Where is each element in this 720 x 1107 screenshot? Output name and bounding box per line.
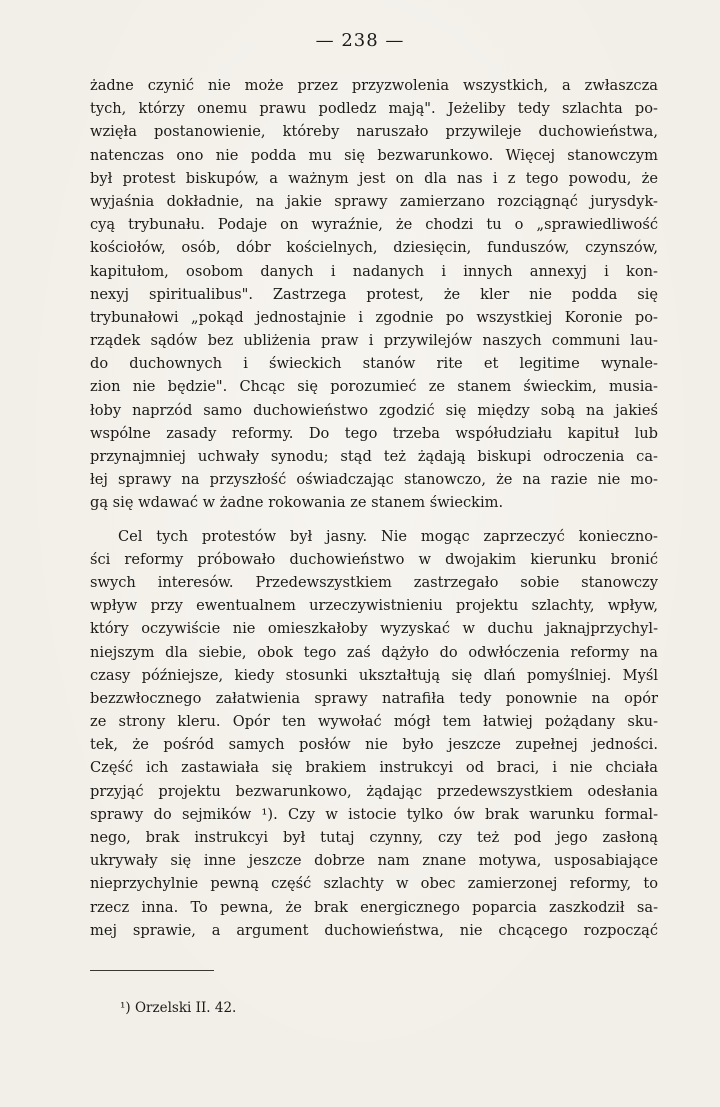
footnote-divider [90, 970, 214, 971]
text-line: gą się wdawać w żadne rokowania ze stanem świeckim. [90, 494, 504, 512]
text-line: łej sprawy na przyszłość oświadczając stanowczo, że na razie nie mo- [90, 471, 658, 489]
paragraph-1 [90, 74, 658, 515]
text-line: Część ich zastawiała się brakiem instrukcyi od braci, i nie chciała [90, 759, 658, 777]
page-number: — 238 — [315, 30, 405, 51]
text-line: trybunałowi „pokąd jednostajnie i zgodnie po wszystkiej Koronie po- [90, 308, 658, 326]
text-line: swych interesów. Przedewszystkiem zastrzegało sobie stanowczy [90, 573, 658, 591]
text-line: nego, brak instrukcyi był tutaj czynny, czy też pod jego zasłoną [90, 829, 658, 846]
text-line: niejszym dla siebie, obok tego zaś dążyło do odwłóczenia reformy na [90, 643, 658, 661]
text-line: przyjąć projektu bezwarunkowo, żądając przedewszystkiem odesłania [90, 782, 658, 800]
text-line: wspólne zasady reformy. Do tego trzeba współudziału kapituł lub [90, 424, 658, 442]
text-line: ze strony kleru. Opór ten wywołać mógł tem łatwiej pożądany sku- [90, 713, 658, 731]
text-line: łoby naprzód samo duchowieństwo zgodzić się między sobą na jakieś [90, 401, 658, 419]
text-line: tych, którzy onemu prawu podledz mają". Jeżeliby tedy szlachta po- [90, 100, 658, 118]
text-line: rzecz inna. To pewna, że brak energicznego poparcia zaszkodził sa- [90, 898, 658, 916]
text-line: rządek sądów bez ubliżenia praw i przywilejów naszych communi lau- [90, 332, 658, 350]
text-line: kapitułom, osobom danych i nadanych i innych annexyj i kon- [90, 262, 658, 280]
text-line: przynajmniej uchwały synodu; stąd też żądają biskupi odroczenia ca- [90, 448, 658, 465]
text-line: który oczywiście nie omieszkałoby wyzyskać w duchu jaknajprzychyl- [90, 620, 658, 638]
text-line: nieprzychylnie pewną część szlachty w obec zamierzonej reformy, to [90, 875, 658, 893]
paragraph-2 [90, 525, 658, 942]
text-line: natenczas ono nie podda mu się bezwarunkowo. Więcej stanowczym [90, 146, 658, 164]
text-line: sprawy do sejmików ¹). Czy w istocie tylko ów brak warunku formal- [90, 805, 658, 823]
text-line: wzięła postanowienie, któreby naruszało przywileje duchowieństwa, [90, 123, 658, 141]
text-line: czasy późniejsze, kiedy stosunki ukształtują się dlań pomyślniej. Myśl [90, 666, 658, 684]
paragraph-gap [90, 515, 658, 525]
text-line: kościołów, osób, dóbr kościelnych, dziesięcin, funduszów, czynszów, [90, 239, 658, 257]
body-text [90, 74, 658, 942]
text-line: do duchownych i świeckich stanów rite et legitime wynale- [90, 355, 658, 373]
text-line: był protest biskupów, a ważnym jest on dla nas i z tego powodu, że [90, 169, 658, 187]
text-line: żadne czynić nie może przez przyzwolenia wszystkich, a zwłaszcza [90, 77, 658, 94]
text-line: bezzwłocznego załatwienia sprawy natrafiła tedy ponownie na opór [90, 689, 658, 707]
text-line: wyjaśnia dokładnie, na jakie sprawy zamierzano rozciągnąć jurysdyk- [90, 192, 658, 210]
text-line: wpływ przy ewentualnem urzeczywistnieniu projektu szlachty, wpływ, [90, 597, 658, 615]
text-line: tek, że pośród samych posłów nie było jeszcze zupełnej jedności. [90, 736, 658, 754]
footnote: ¹) Orzelski II. 42. [120, 1000, 237, 1016]
text-line: nexyj spiritualibus". Zastrzega protest, że kler nie podda się [90, 285, 658, 303]
text-line: Cel tych protestów był jasny. Nie mogąc zaprzeczyć konieczno- [118, 527, 658, 545]
text-line: zion nie będzie". Chcąc się porozumieć ze stanem świeckim, musia- [90, 378, 658, 396]
text-line: ści reformy próbowało duchowieństwo w dwojakim kierunku bronić [90, 550, 658, 568]
text-line: ukrywały się inne jeszcze dobrze nam znane motywa, usposabiające [90, 852, 658, 870]
text-line: cyą trybunału. Podaje on wyraźnie, że chodzi tu o „sprawiedliwość [90, 216, 658, 234]
text-line: mej sprawie, a argument duchowieństwa, nie chcącego rozpocząć [90, 921, 658, 939]
